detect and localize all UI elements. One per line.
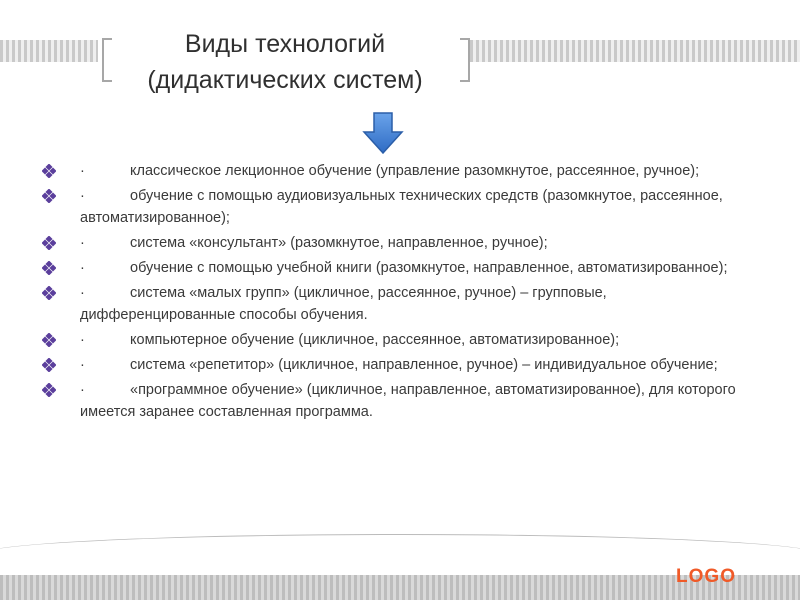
header-stripes-right bbox=[470, 40, 800, 62]
list-item-text: система «малых групп» (цикличное, рассеянное, ручное) – групповые, дифференцированные способы обучения. bbox=[80, 285, 607, 323]
list-item-text: обучение с помощью учебной книги (разомкнутое, направленное, автоматизированное); bbox=[130, 260, 728, 276]
list-item-text: «программное обучение» (цикличное, направленное, автоматизированное), для которого имеется заранее составленная программа. bbox=[80, 382, 736, 420]
list-item-dot: · bbox=[80, 235, 85, 251]
footer-bar bbox=[0, 552, 800, 600]
list-item-text: система «консультант» (разомкнутое, направленное, ручное); bbox=[130, 235, 548, 251]
technology-list bbox=[42, 160, 762, 426]
list-item bbox=[42, 329, 762, 351]
list-item bbox=[42, 160, 762, 182]
list-item bbox=[42, 379, 762, 423]
list-item-dot: · bbox=[80, 285, 85, 301]
title-bracket-right bbox=[460, 38, 470, 82]
list-item-dot: · bbox=[80, 332, 85, 348]
diamond-bullet-icon bbox=[42, 164, 56, 178]
list-item-dot: · bbox=[80, 163, 85, 179]
diamond-bullet-icon bbox=[42, 189, 56, 203]
list-item-text: система «репетитор» (цикличное, направленное, ручное) – индивидуальное обучение; bbox=[130, 357, 718, 373]
list-item bbox=[42, 354, 762, 376]
list-item-dot: · bbox=[80, 260, 85, 276]
diamond-bullet-icon bbox=[42, 358, 56, 372]
list-item bbox=[42, 232, 762, 254]
list-item-dot: · bbox=[80, 382, 85, 398]
slide-title bbox=[110, 26, 460, 98]
list-item bbox=[42, 282, 762, 326]
diamond-bullet-icon bbox=[42, 286, 56, 300]
diamond-bullet-icon bbox=[42, 261, 56, 275]
logo: LOGO bbox=[676, 566, 736, 587]
list-item-text: компьютерное обучение (цикличное, рассеянное, автоматизированное); bbox=[130, 332, 620, 348]
title-line-1: Виды технологий bbox=[184, 30, 386, 58]
diamond-bullet-icon bbox=[42, 236, 56, 250]
diamond-bullet-icon bbox=[42, 333, 56, 347]
list-item bbox=[42, 185, 762, 229]
list-item bbox=[42, 257, 762, 279]
list-item-dot: · bbox=[80, 188, 85, 204]
diamond-bullet-icon bbox=[42, 383, 56, 397]
list-item-text: обучение с помощью аудиовизуальных технических средств (разомкнутое, рассеянное, автоматизированное); bbox=[80, 188, 723, 226]
list-item-text: классическое лекционное обучение (управление разомкнутое, рассеянное, ручное); bbox=[130, 163, 700, 179]
arrow-down-icon bbox=[362, 112, 404, 154]
title-line-2: (дидактических систем) bbox=[147, 66, 423, 94]
list-item-dot: · bbox=[80, 357, 85, 373]
header-stripes-left bbox=[0, 40, 98, 62]
